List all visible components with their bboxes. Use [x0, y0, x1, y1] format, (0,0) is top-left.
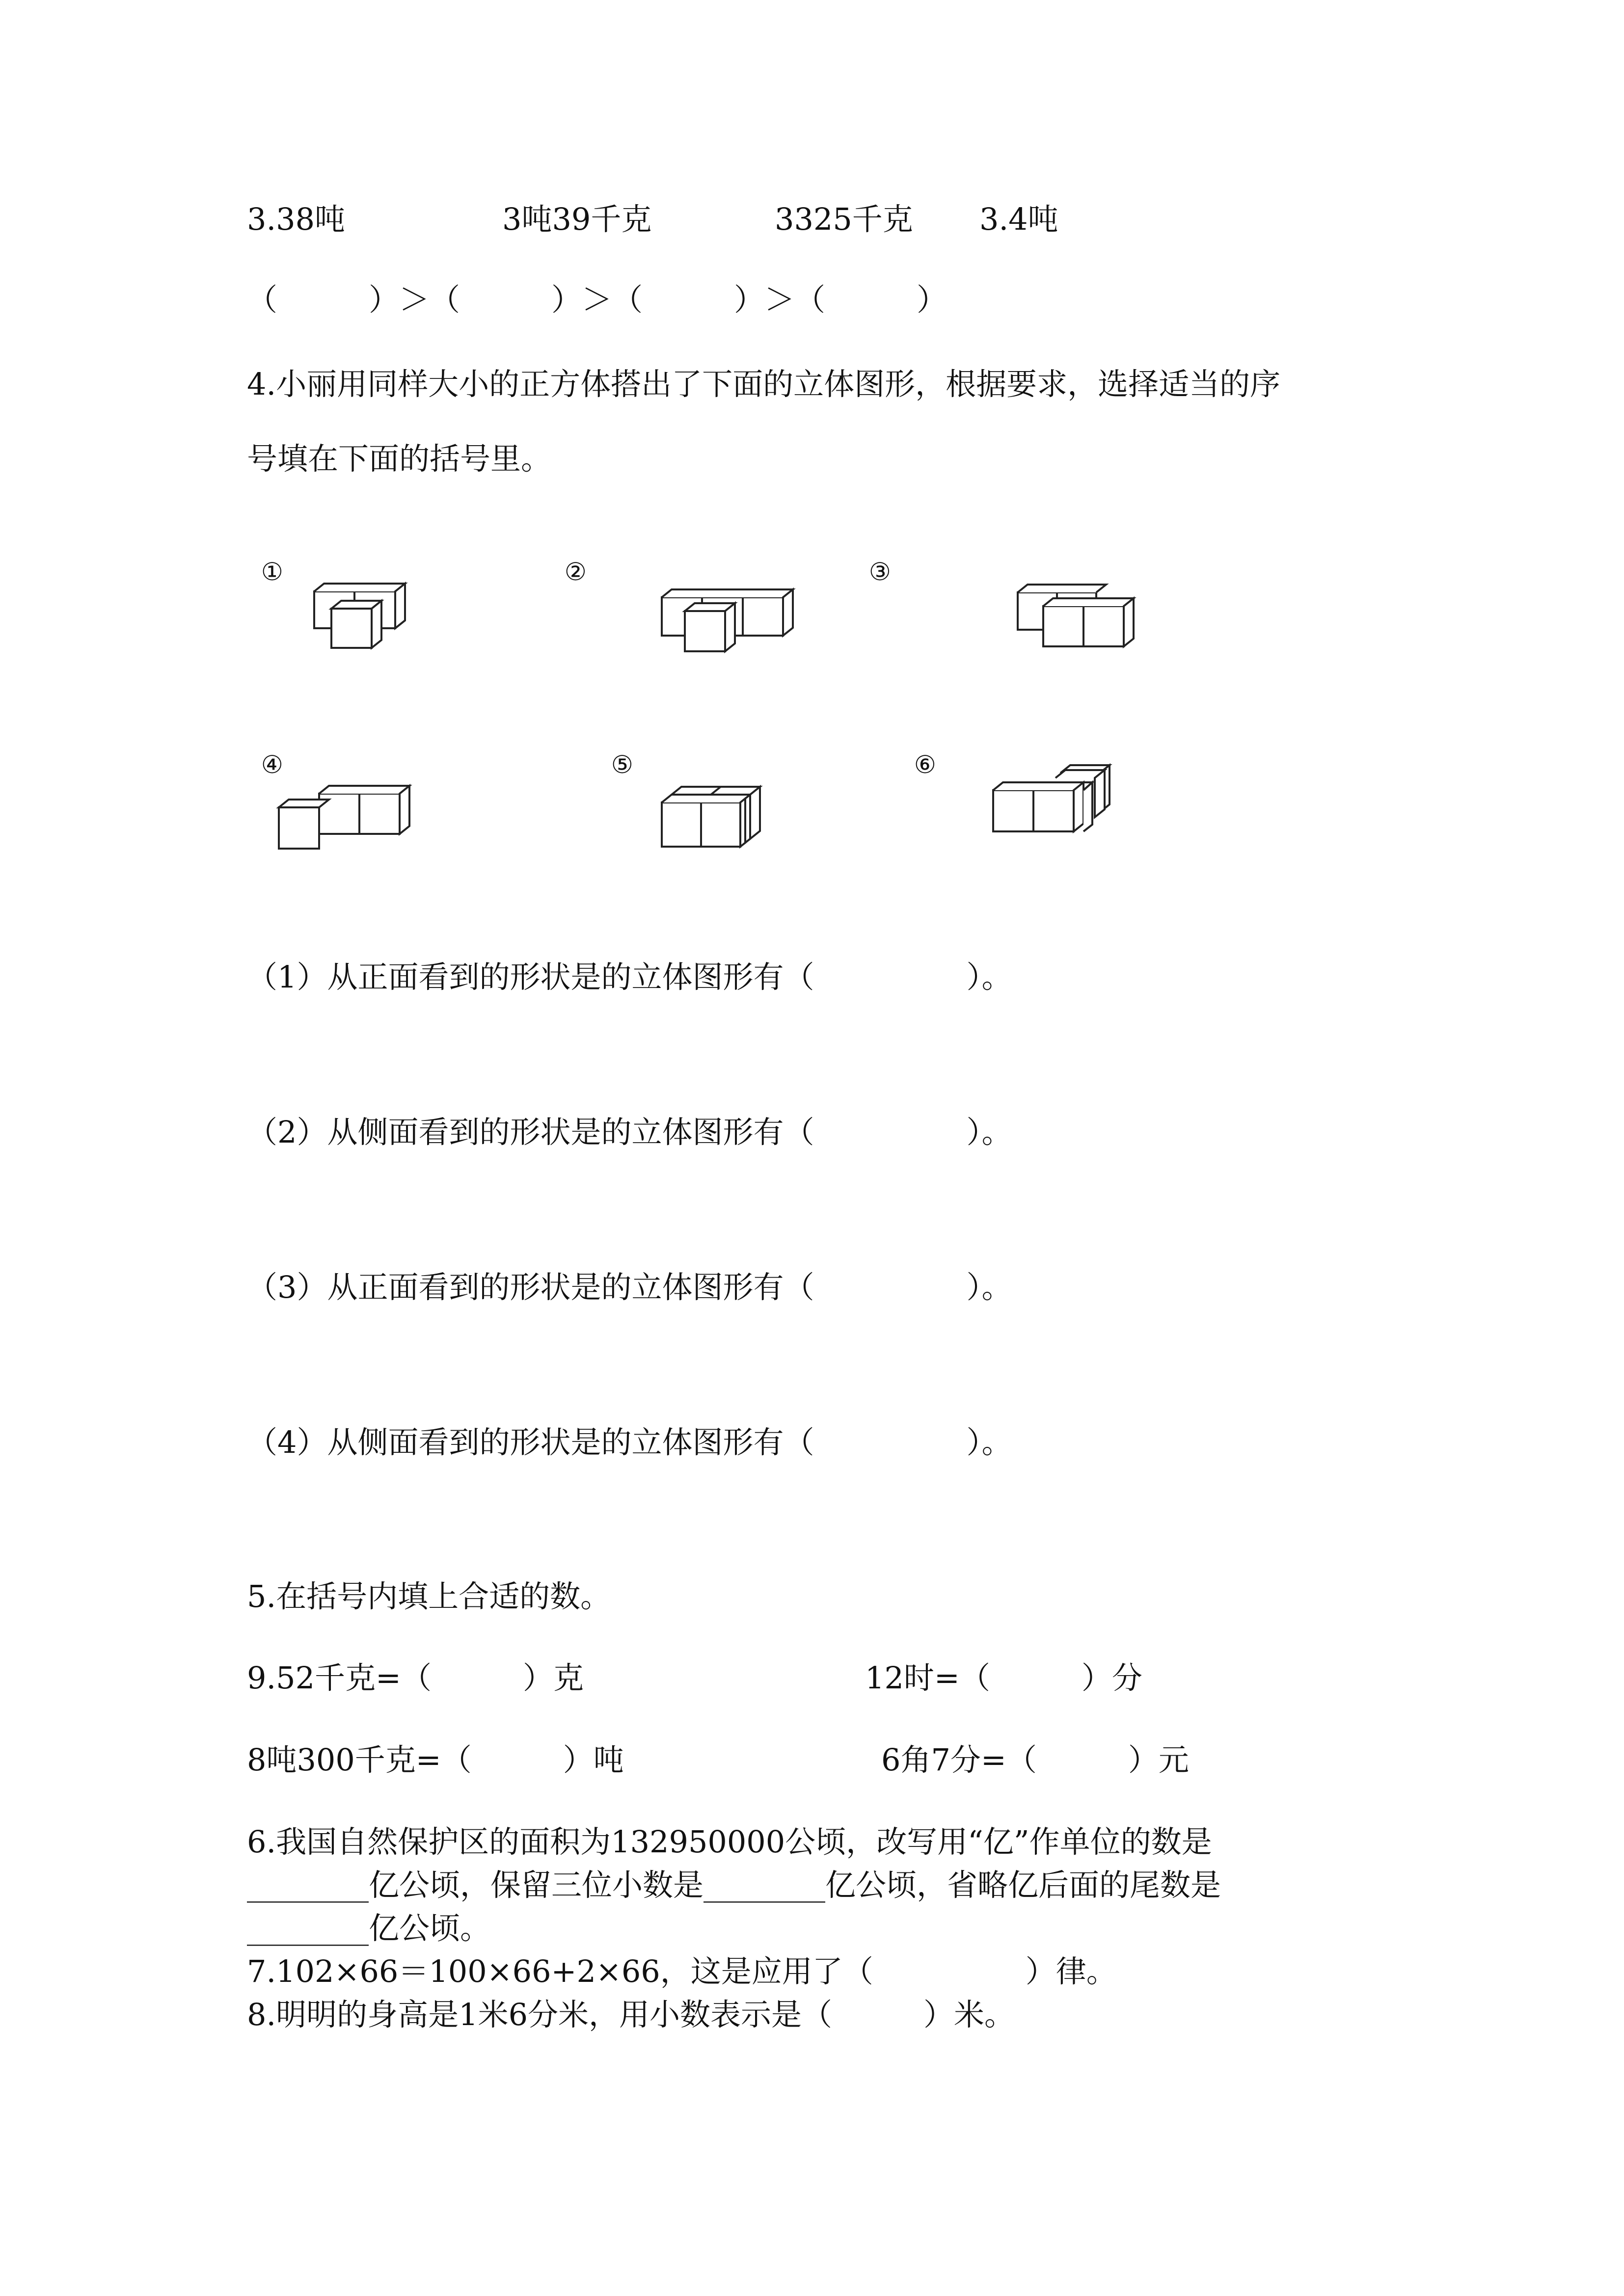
- q4-sub-1: （1）从正面看到的形状是的立体图形有（ ）。: [247, 959, 1012, 995]
- q8-text: 8.明明的身高是1米6分米，用小数表示是（ ）米。: [247, 1997, 1015, 2032]
- cube-figure-4: [275, 783, 422, 863]
- q5-item-4: 6角7分=（ ）元: [881, 1742, 1189, 1778]
- cube-figure-3: [1014, 582, 1146, 662]
- q3-item-3: 3325千克: [775, 201, 913, 237]
- q4-sub-4: （4）从侧面看到的形状是的立体图形有（ ）。: [247, 1424, 1012, 1460]
- figure-label-5: ⑤: [611, 750, 633, 779]
- q5-stem: 5.在括号内填上合适的数。: [247, 1578, 611, 1614]
- q6-line1: 6.我国自然保护区的面积为132950000公顷，改写用“亿”作单位的数是: [247, 1824, 1212, 1860]
- q6-line2: ________亿公顷，保留三位小数是________亿公顷，省略亿后面的尾数是: [247, 1867, 1221, 1903]
- q3-order-line: （ ）＞（ ）＞（ ）＞（ ）: [247, 282, 947, 318]
- figure-label-4: ④: [261, 750, 283, 779]
- figure-label-1: ①: [261, 558, 283, 586]
- q3-item-4: 3.4吨: [979, 201, 1058, 237]
- q5-item-1: 9.52千克=（ ）克: [247, 1660, 584, 1696]
- figure-label-2: ②: [565, 558, 587, 586]
- q4-stem-line2: 号填在下面的括号里。: [247, 441, 552, 477]
- figure-label-6: ⑥: [914, 750, 936, 779]
- cube-figure-1: [309, 582, 417, 667]
- cube-figure-6: [989, 756, 1122, 851]
- q4-stem-line1: 4.小丽用同样大小的正方体搭出了下面的立体图形，根据要求，选择适当的序: [247, 366, 1281, 402]
- q3-item-1: 3.38吨: [247, 201, 346, 237]
- q4-sub-2: （2）从侧面看到的形状是的立体图形有（ ）。: [247, 1114, 1012, 1150]
- q7-text: 7.102×66＝100×66+2×66，这是应用了（ ）律。: [247, 1953, 1117, 1989]
- figure-label-3: ③: [869, 558, 891, 586]
- q6-line3: ________亿公顷。: [247, 1910, 491, 1946]
- q4-sub-3: （3）从正面看到的形状是的立体图形有（ ）。: [247, 1269, 1012, 1305]
- q5-item-3: 8吨300千克=（ ）吨: [247, 1742, 624, 1778]
- cube-figure-2: [658, 587, 795, 662]
- cube-figure-5: [658, 778, 771, 863]
- q3-item-2: 3吨39千克: [502, 201, 652, 237]
- q5-item-2: 12时=（ ）分: [865, 1660, 1142, 1696]
